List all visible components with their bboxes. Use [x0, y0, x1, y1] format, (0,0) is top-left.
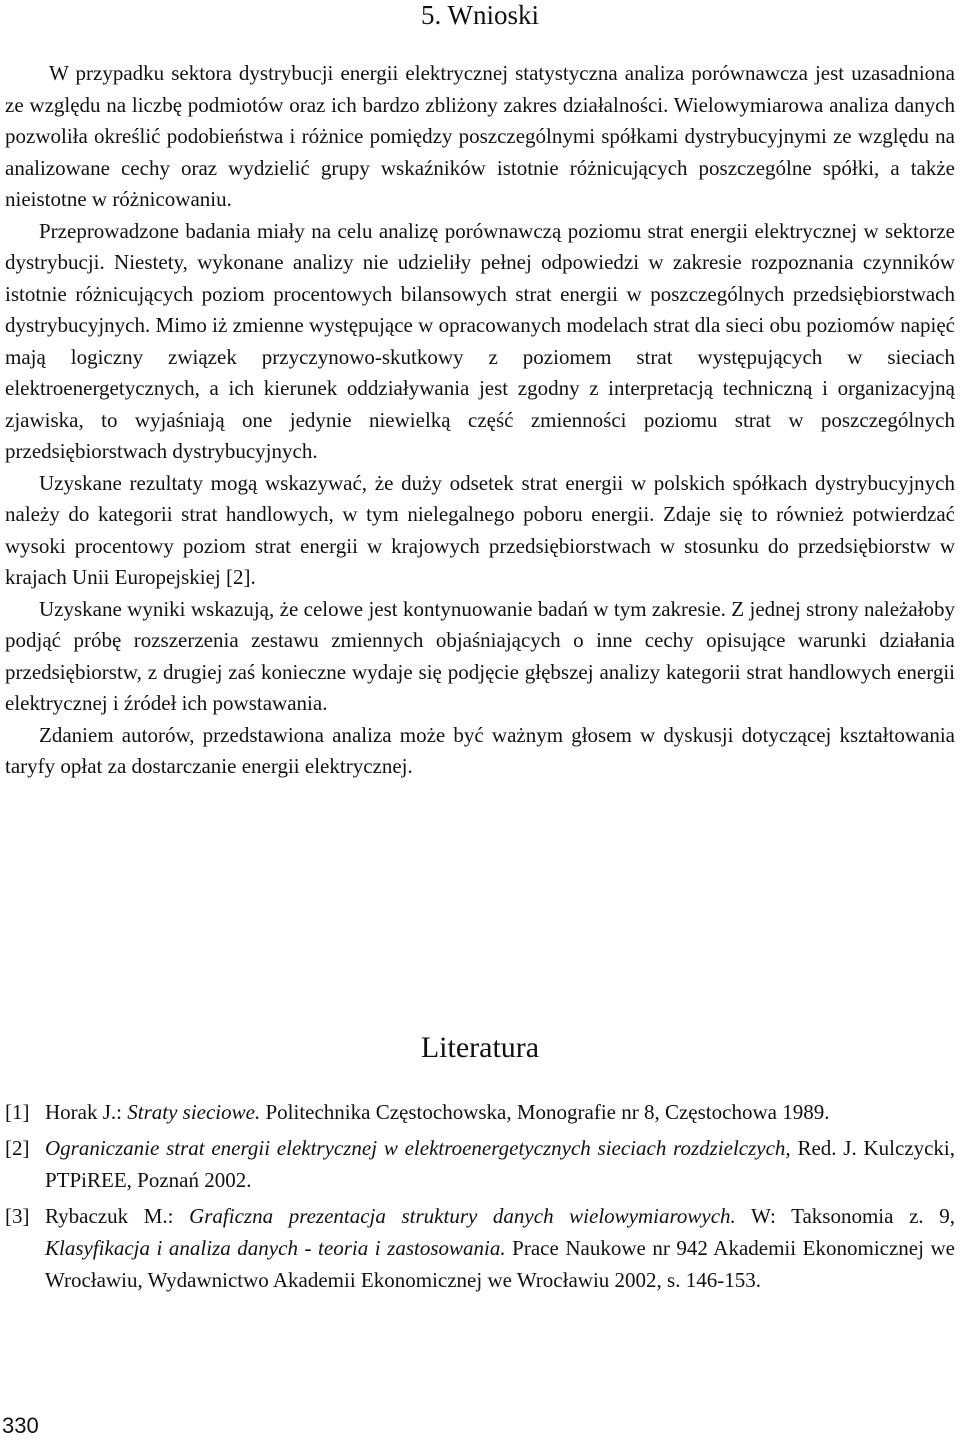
reference-item — [5, 1132, 955, 1196]
paragraph: Uzyskane rezultaty mogą wskazywać, że duży odsetek strat energii w polskich spółkach dystrybucyjnych należy do kategorii strat handlowych, w tym nielegalnego poboru energii. Zdaje się to również potwierdzać wysoki procentowy poziom strat energii w krajowych przedsiębiorstwach w stosunku do przedsiębiorstw w krajach Unii Europejskiej [2]. — [5, 470, 955, 589]
paragraph: Zdaniem autorów, przedstawiona analiza może być ważnym głosem w dyskusji dotyczącej kształtowania taryfy opłat za dostarczanie energii elektrycznej. — [5, 722, 955, 778]
reference-list — [5, 1096, 955, 1300]
paragraph: W przypadku sektora dystrybucji energii elektrycznej statystyczna analiza porównawcza jest uzasadniona ze względu na liczbę podmiotów oraz ich bardzo zbliżony zakres działalności. Wielowymiarowa analiza danych pozwoliła określić podobieństwa i różnice pomiędzy poszczególnymi spółkami dystrybucyjnymi ze względu na analizowane cechy oraz wydzielić grupy wskaźników istotnie różnicujących poszczególne spółki, a także nieistotne w różnicowaniu. — [5, 61, 955, 211]
reference-details: Prace Naukowe nr 942 Akademii Ekonomicznej we Wrocławiu, Wydawnictwo Akademii Ekonomicznej we Wrocławiu 2002, s. 146-153. — [45, 1236, 955, 1292]
page-number: 330 — [2, 1413, 39, 1438]
reference-authors: Rybaczuk M.: — [45, 1204, 190, 1228]
reference-source: W: Taksonomia z. 9, — [735, 1204, 955, 1228]
reference-details: Politechnika Częstochowska, Monografie nr 8, Częstochowa 1989. — [260, 1100, 830, 1124]
section-title: 5. Wnioski — [420, 0, 539, 30]
paragraph: Przeprowadzone badania miały na celu analizę porównawczą poziomu strat energii elektrycznej w sektorze dystrybucji. Niestety, wykonane analizy nie udzieliły pełnej odpowiedzi w zakresie rozpoznania czynników istotnie różnicujących poziom procentowych bilansowych strat energii w poszczególnych przedsiębiorstwach dystrybucyjnych. Mimo iż zmienne występujące w opracowanych modelach strat dla sieci obu poziomów napięć mają logiczny związek przyczynowo-skutkowy z poziomem strat występujących w sieciach elektroenergetycznych, a ich kierunek oddziaływania jest zgodny z interpretacją techniczną i organizacyjną zjawiska, to wyjaśniają one jedynie niewielką część zmienności poziomu strat w poszczególnych przedsiębiorstwach dystrybucyjnych. — [5, 218, 955, 463]
reference-number: [3] — [5, 1204, 30, 1228]
reference-number: [1] — [5, 1100, 30, 1124]
reference-authors: Horak J.: — [45, 1100, 128, 1124]
paragraph: Uzyskane wyniki wskazują, że celowe jest kontynuowanie badań w tym zakresie. Z jednej strony należałoby podjąć próbę rozszerzenia zestawu zmiennych objaśniających o inne cechy opisujące warunki działania przedsiębiorstw, z drugiej zaś konieczne wydaje się podjęcie głębszej analizy kategorii strat handlowych energii elektrycznej i źródeł ich powstawania. — [5, 596, 955, 715]
literature-title: Literatura — [420, 1031, 540, 1064]
reference-title: Graficzna prezentacja struktury danych wielowymiarowych. — [189, 1204, 736, 1228]
reference-title: Ograniczanie strat energii elektrycznej w elektroenergetycznych sieciach rozdzielczych, — [45, 1136, 791, 1160]
reference-number: [2] — [5, 1136, 30, 1160]
reference-title: Straty sieciowe. — [127, 1100, 261, 1124]
reference-details: Red. J. Kulczycki, PTPiREE, Poznań 2002. — [45, 1136, 955, 1192]
reference-series-title: Klasyfikacja i analiza danych - teoria i zastosowania. — [45, 1236, 506, 1260]
reference-item — [5, 1200, 955, 1296]
reference-item — [5, 1096, 955, 1128]
conclusions-body — [5, 58, 955, 783]
